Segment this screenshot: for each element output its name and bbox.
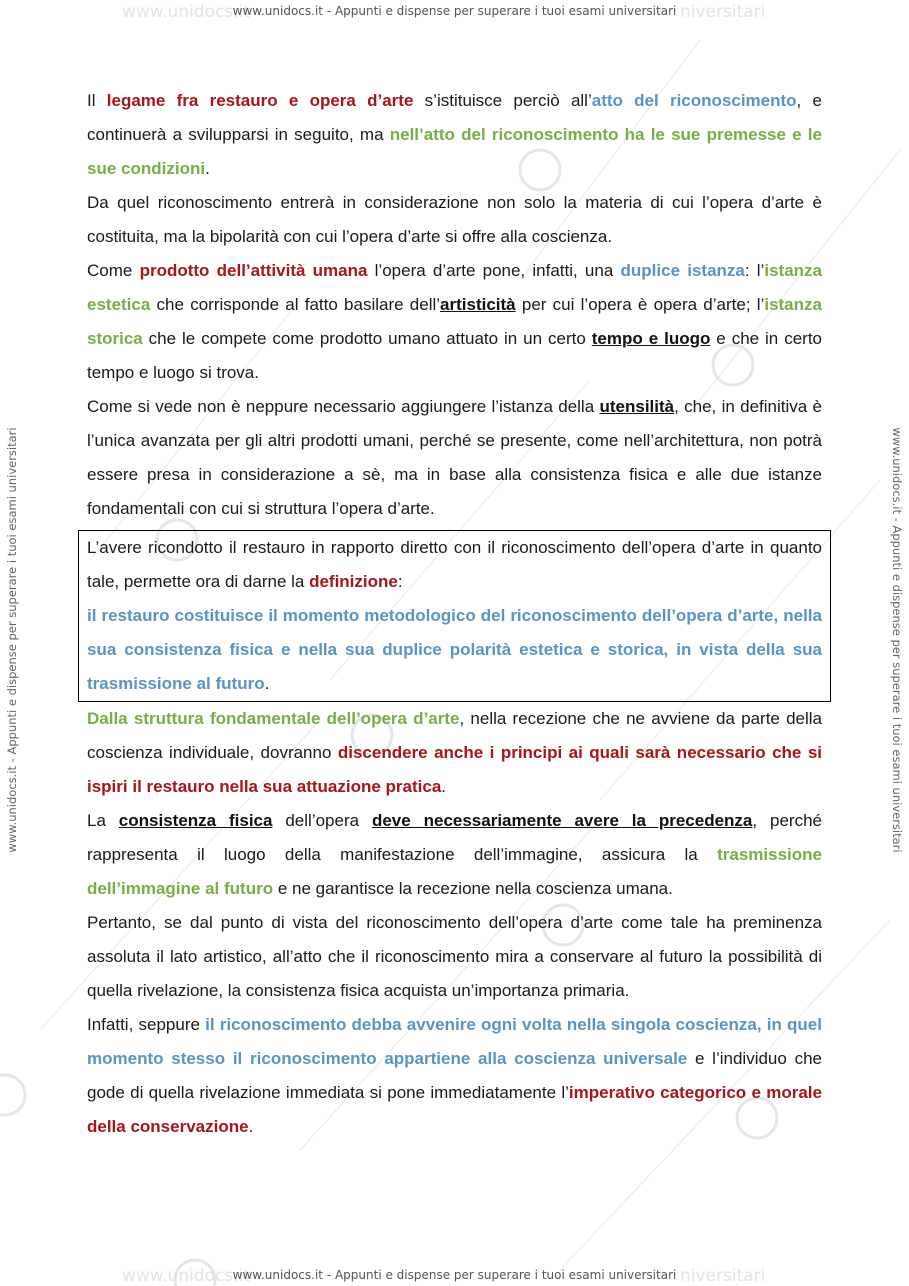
text-span: Il [87, 91, 107, 110]
paragraph-p6 [87, 702, 822, 804]
text-span: utensilità [599, 397, 675, 416]
text-span: s’istituisce perciò all’ [413, 91, 592, 110]
paragraph-p5-boxed [87, 531, 822, 701]
text-span: che corrisponde al fatto basilare dell’ [150, 295, 441, 314]
document-body [87, 84, 822, 1144]
text-span: il restauro costituisce il momento metodologico del riconoscimento dell’opera d’arte, nella sua consistenza fisica e nella sua duplice polarità estetica e storica, in vista della sua trasmissione al futuro [87, 606, 822, 693]
text-span: il riconoscimento debba avvenire ogni volta nella singola coscienza, in quel momento stesso il riconoscimento appartiene alla coscienza universale [87, 1015, 822, 1068]
text-span: : [397, 572, 403, 591]
text-span: L’avere ricondotto il restauro in rapporto diretto con il riconoscimento dell’opera d’arte in quanto tale, permette ora di darne la [87, 538, 822, 591]
text-span: dell’opera [272, 811, 372, 830]
text-span: : l’ [744, 261, 765, 280]
header-ghost-left: www.unidocs.it [122, 2, 251, 22]
text-span: consistenza fisica [118, 811, 273, 830]
text-span: per cui l’opera è opera d’arte; l’ [515, 295, 765, 314]
paragraph-p2 [87, 186, 822, 254]
text-span: La [87, 811, 119, 830]
paragraph-p7 [87, 804, 822, 906]
paragraph-p8 [87, 906, 822, 1008]
text-span: legame fra restauro e opera d’arte [106, 91, 414, 110]
text-span: duplice istanza [620, 261, 745, 280]
text-span: . [205, 159, 210, 178]
text-span: e che in certo tempo e luogo si trova. [87, 329, 822, 382]
text-span: , che, in definitiva è l’unica avanzata per gli altri prodotti umani, perché se presente, come nell’architettura, non potrà essere presa in considerazione a sè, ma in base alla consistenza fisica e alle due istanze fondamentali con cui si struttura l’opera d’arte. [87, 397, 823, 518]
page-header: www.unidocs.it - Appunti e dispense per superare i tuoi esami universitari [232, 4, 677, 18]
text-span: l’opera d’arte pone, infatti, una [367, 261, 621, 280]
text-span: . [248, 1117, 254, 1136]
text-span: deve necessariamente avere la precedenza [371, 811, 753, 830]
footer-ghost-right: niversitari [680, 1266, 766, 1286]
paragraph-p4 [87, 390, 822, 526]
text-span: tempo e luogo [591, 329, 711, 348]
text-span: trasmissione dell’immagine al futuro [87, 845, 822, 898]
text-span: . [264, 674, 270, 693]
text-span: , perché rappresenta il luogo della manifestazione dell’immagine, assicura la [87, 811, 822, 864]
paragraph-p1 [87, 84, 822, 186]
text-span: definizione [309, 572, 398, 591]
text-span: istanza estetica [87, 261, 822, 314]
text-span: . [441, 777, 447, 796]
text-span: , nella recezione che ne avviene da parte della coscienza individuale, dovranno [87, 709, 823, 762]
text-span: e ne garantisce la recezione nella coscienza umana. [273, 879, 673, 898]
text-span: artisticità [440, 295, 516, 314]
text-span: Infatti, seppure [87, 1015, 206, 1034]
text-span: che le compete come prodotto umano attuato in un certo [142, 329, 592, 348]
page-footer: www.unidocs.it - Appunti e dispense per superare i tuoi esami universitari [232, 1268, 677, 1282]
text-span: Come si vede non è neppure necessario aggiungere l’istanza della [87, 397, 600, 416]
header-ghost-right: niversitari [680, 2, 766, 22]
text-span: nell’atto del riconoscimento ha le sue premesse e le sue condizioni [87, 125, 822, 178]
text-span: imperativo categorico e morale della conservazione [87, 1083, 822, 1136]
text-span: Pertanto, se dal punto di vista del riconoscimento dell’opera d’arte come tale ha preminenza assoluta il lato artistico, all’atto che il riconoscimento mira a conservare al futuro la possibilità di quella rivelazione, la consistenza fisica acquista un’importanza primaria. [87, 913, 822, 1000]
text-span: Come [87, 261, 140, 280]
paragraph-p3 [87, 254, 822, 390]
left-side-banner: www.unidocs.it - Appunti e dispense per superare i tuoi esami universitari [5, 427, 19, 853]
definition-box [78, 530, 831, 702]
text-span: prodotto dell’attività umana [139, 261, 368, 280]
text-span: discendere anche i principi ai quali sarà necessario che si ispiri il restauro nella sua attuazione pratica [87, 743, 822, 796]
text-span: istanza storica [87, 295, 822, 348]
text-span: Da quel riconoscimento entrerà in considerazione non solo la materia di cui l’opera d’arte è costituita, ma la bipolarità con cui l’opera d’arte si offre alla coscienza. [87, 193, 822, 246]
text-span: atto del riconoscimento [591, 91, 797, 110]
text-span: , e continuerà a svilupparsi in seguito, ma [87, 91, 822, 144]
footer-ghost-left: www.unidocs.it [122, 1266, 251, 1286]
text-span: Dalla struttura fondamentale dell’opera d’arte [87, 709, 460, 728]
text-span: e l’individuo che gode di quella rivelazione immediata si pone immediatamente l’ [87, 1049, 822, 1102]
right-side-banner: www.unidocs.it - Appunti e dispense per superare i tuoi esami universitari [890, 427, 904, 853]
paragraph-p9 [87, 1008, 822, 1144]
